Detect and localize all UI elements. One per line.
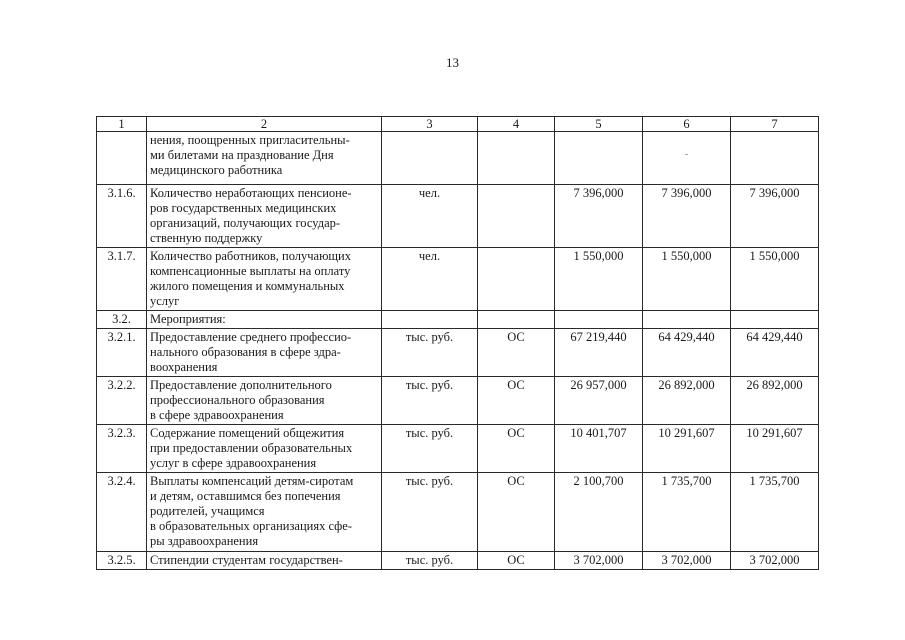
row-name — [147, 473, 382, 552]
row-name-line: при предоставлении образовательных — [150, 441, 353, 455]
row-name — [147, 377, 382, 425]
row-name-line: ми билетами на празднование Дня — [150, 148, 334, 162]
table-row — [97, 552, 819, 570]
row-value-6: 64 429,440 — [643, 329, 731, 377]
row-name-line: ров государственных медицинских — [150, 201, 337, 215]
row-value-6: 1 550,000 — [643, 248, 731, 311]
row-name-line: услуг — [150, 294, 180, 308]
row-name — [147, 185, 382, 248]
row-unit: чел. — [382, 248, 478, 311]
row-value-7 — [731, 132, 819, 185]
header-cell: 2 — [147, 117, 382, 132]
row-value-6: 7 396,000 — [643, 185, 731, 248]
row-unit — [382, 132, 478, 185]
row-number: 3.2.4. — [97, 473, 147, 552]
table-row — [97, 329, 819, 377]
row-source — [478, 132, 555, 185]
row-value-7: 64 429,440 — [731, 329, 819, 377]
row-number: 3.2.2. — [97, 377, 147, 425]
header-cell: 7 — [731, 117, 819, 132]
row-value-7: 1 550,000 — [731, 248, 819, 311]
row-name-line: и детям, оставшимся без попечения — [150, 489, 341, 503]
row-name-line: Предоставление дополнительного — [150, 378, 332, 392]
row-unit: тыс. руб. — [382, 473, 478, 552]
row-number: 3.1.7. — [97, 248, 147, 311]
table-row — [97, 425, 819, 473]
header-cell: 6 — [643, 117, 731, 132]
table-row — [97, 377, 819, 425]
row-name — [147, 311, 382, 329]
row-value-5: 10 401,707 — [555, 425, 643, 473]
row-unit: тыс. руб. — [382, 377, 478, 425]
row-name-line: в образовательных организациях сфе- — [150, 519, 352, 533]
row-value-5 — [555, 311, 643, 329]
table-row — [97, 132, 819, 185]
row-name-line: организаций, получающих государ- — [150, 216, 341, 230]
row-name — [147, 248, 382, 311]
row-source: ОС — [478, 377, 555, 425]
row-name-line: Выплаты компенсаций детям-сиротам — [150, 474, 354, 488]
scan-mark: - — [684, 149, 689, 160]
row-number: 3.2.5. — [97, 552, 147, 570]
row-value-6: 10 291,607 — [643, 425, 731, 473]
row-unit: тыс. руб. — [382, 552, 478, 570]
row-source — [478, 311, 555, 329]
row-value-6 — [643, 132, 731, 185]
table-row — [97, 185, 819, 248]
row-number — [97, 132, 147, 185]
row-name-line: жилого помещения и коммунальных — [150, 279, 345, 293]
row-value-5: 1 550,000 — [555, 248, 643, 311]
row-name-line: Содержание помещений общежития — [150, 426, 345, 440]
header-cell: 3 — [382, 117, 478, 132]
row-name — [147, 132, 382, 185]
row-name-line: ственную поддержку — [150, 231, 263, 245]
row-name-line: услуг в сфере здравоохранения — [150, 456, 317, 470]
table-row — [97, 248, 819, 311]
row-value-5: 7 396,000 — [555, 185, 643, 248]
row-value-7: 3 702,000 — [731, 552, 819, 570]
row-value-5: 67 219,440 — [555, 329, 643, 377]
row-name-line: Предоставление среднего профессио- — [150, 330, 352, 344]
row-name-line: нения, поощренных пригласительны- — [150, 133, 350, 147]
row-name-line: ры здравоохранения — [150, 534, 259, 548]
row-name — [147, 552, 382, 570]
row-value-6: 1 735,700 — [643, 473, 731, 552]
row-name-line: Количество работников, получающих — [150, 249, 352, 263]
header-cell: 1 — [97, 117, 147, 132]
row-source: ОС — [478, 329, 555, 377]
row-value-6: 26 892,000 — [643, 377, 731, 425]
row-source: ОС — [478, 473, 555, 552]
row-source: ОС — [478, 425, 555, 473]
row-unit — [382, 311, 478, 329]
row-number: 3.2.3. — [97, 425, 147, 473]
header-cell: 5 — [555, 117, 643, 132]
row-name — [147, 425, 382, 473]
row-unit: тыс. руб. — [382, 425, 478, 473]
row-name-line: компенсационные выплаты на оплату — [150, 264, 351, 278]
row-name-line: Мероприятия: — [150, 312, 226, 326]
row-value-5: 3 702,000 — [555, 552, 643, 570]
row-name — [147, 329, 382, 377]
row-number: 3.1.6. — [97, 185, 147, 248]
row-number: 3.2. — [97, 311, 147, 329]
row-value-7 — [731, 311, 819, 329]
row-unit: тыс. руб. — [382, 329, 478, 377]
row-value-7: 7 396,000 — [731, 185, 819, 248]
row-value-5 — [555, 132, 643, 185]
row-name-line: профессионального образования — [150, 393, 325, 407]
row-name-line: родителей, учащимся — [150, 504, 265, 518]
row-name-line: медицинского работника — [150, 163, 283, 177]
row-value-6 — [643, 311, 731, 329]
table-header-row — [97, 117, 819, 132]
table-row — [97, 473, 819, 552]
table-row — [97, 311, 819, 329]
page-number: 13 — [446, 55, 459, 70]
row-value-7: 26 892,000 — [731, 377, 819, 425]
row-value-7: 1 735,700 — [731, 473, 819, 552]
row-name-line: Стипендии студентам государствен- — [150, 553, 343, 567]
row-unit: чел. — [382, 185, 478, 248]
row-value-7: 10 291,607 — [731, 425, 819, 473]
row-value-5: 2 100,700 — [555, 473, 643, 552]
row-source: ОС — [478, 552, 555, 570]
row-source — [478, 185, 555, 248]
row-name-line: Количество неработающих пенсионе- — [150, 186, 352, 200]
row-name-line: в сфере здравоохранения — [150, 408, 284, 422]
header-cell: 4 — [478, 117, 555, 132]
row-value-5: 26 957,000 — [555, 377, 643, 425]
row-number: 3.2.1. — [97, 329, 147, 377]
row-source — [478, 248, 555, 311]
row-value-6: 3 702,000 — [643, 552, 731, 570]
indicators-table — [96, 116, 819, 570]
row-name-line: воохранения — [150, 360, 218, 374]
row-name-line: нального образования в сфере здра- — [150, 345, 341, 359]
